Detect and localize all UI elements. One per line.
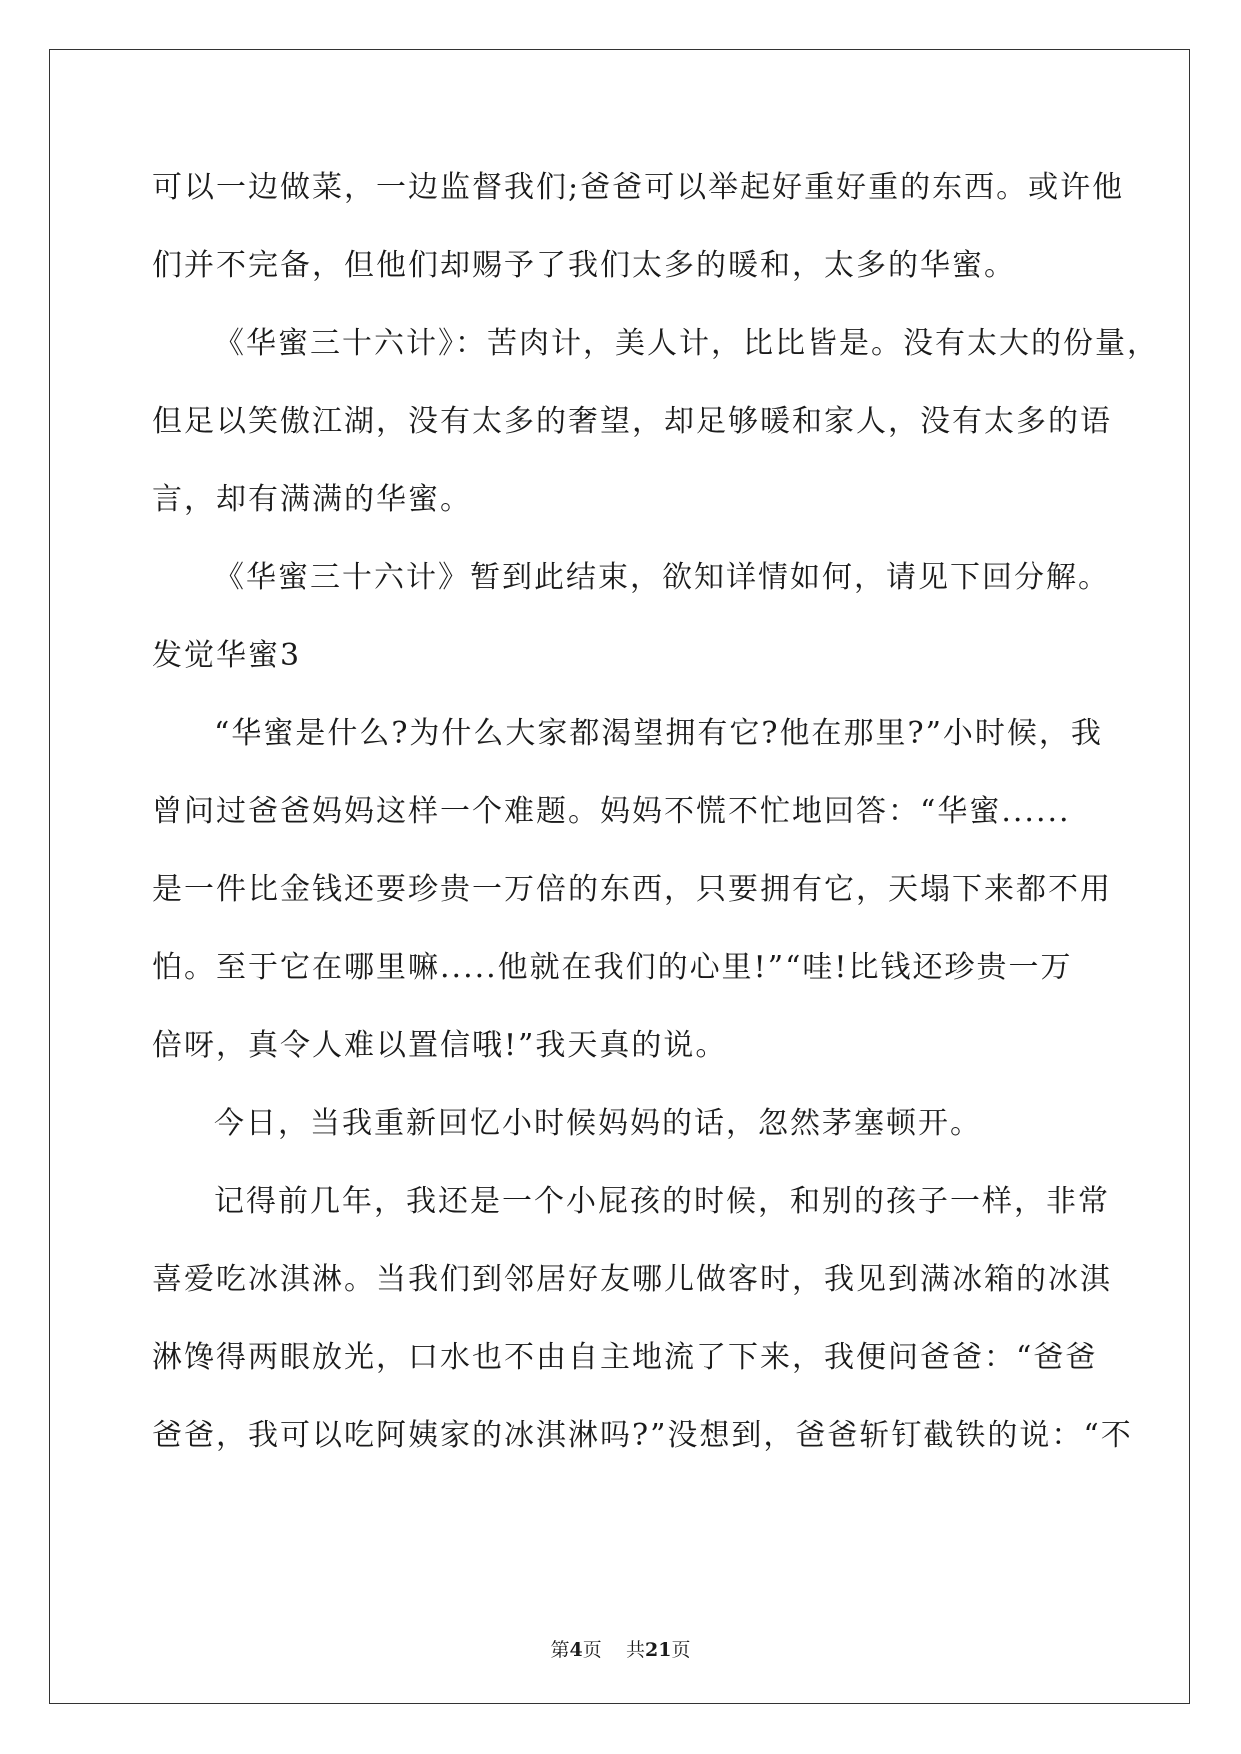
page-number: 4 bbox=[569, 1639, 583, 1661]
page-footer bbox=[0, 1638, 1241, 1662]
document-body bbox=[152, 160, 1159, 1486]
text-line: 但足以笑傲江湖，没有太多的奢望，却足够暖和家人，没有太多的语 bbox=[152, 404, 1112, 439]
footer-prefix: 第 bbox=[550, 1639, 570, 1661]
text-line: 《华蜜三十六计》：苦肉计，美人计，比比皆是。没有太大的份量， bbox=[214, 326, 1159, 361]
text-line: 言，却有满满的华蜜。 bbox=[152, 482, 472, 517]
text-line: 怕。至于它在哪里嘛.....他就在我们的心里!”“哇!比钱还珍贵一万 bbox=[152, 950, 1073, 985]
text-line: 可以一边做菜，一边监督我们;爸爸可以举起好重好重的东西。或许他 bbox=[152, 170, 1125, 205]
text-line: “华蜜是什么?为什么大家都渴望拥有它?他在那里?”小时候，我 bbox=[214, 716, 1103, 751]
text-line: 曾问过爸爸妈妈这样一个难题。妈妈不慌不忙地回答：“华蜜...... bbox=[152, 794, 1071, 829]
text-line: 喜爱吃冰淇淋。当我们到邻居好友哪儿做客时，我见到满冰箱的冰淇 bbox=[152, 1262, 1112, 1297]
section-heading: 发觉华蜜3 bbox=[152, 638, 302, 673]
text-line: 爸爸，我可以吃阿姨家的冰淇淋吗?”没想到，爸爸斩钉截铁的说：“不 bbox=[152, 1418, 1133, 1453]
total-pages: 21 bbox=[644, 1639, 672, 1661]
text-line: 是一件比金钱还要珍贵一万倍的东西，只要拥有它，天塌下来都不用 bbox=[152, 872, 1112, 907]
page-unit: 页 bbox=[582, 1639, 602, 1661]
text-line: 今日，当我重新回忆小时候妈妈的话，忽然茅塞顿开。 bbox=[214, 1106, 982, 1141]
total-prefix: 共 bbox=[625, 1639, 645, 1661]
total-unit: 页 bbox=[671, 1639, 691, 1661]
text-line: 倍呀，真令人难以置信哦!”我天真的说。 bbox=[152, 1028, 728, 1063]
text-line: 们并不完备，但他们却赐予了我们太多的暖和，太多的华蜜。 bbox=[152, 248, 1016, 283]
text-line: 淋馋得两眼放光，口水也不由自主地流了下来，我便问爸爸：“爸爸 bbox=[152, 1340, 1098, 1375]
text-line: 记得前几年，我还是一个小屁孩的时候，和别的孩子一样，非常 bbox=[214, 1184, 1110, 1219]
text-line: 《华蜜三十六计》暂到此结束，欲知详情如何，请见下回分解。 bbox=[214, 560, 1110, 595]
